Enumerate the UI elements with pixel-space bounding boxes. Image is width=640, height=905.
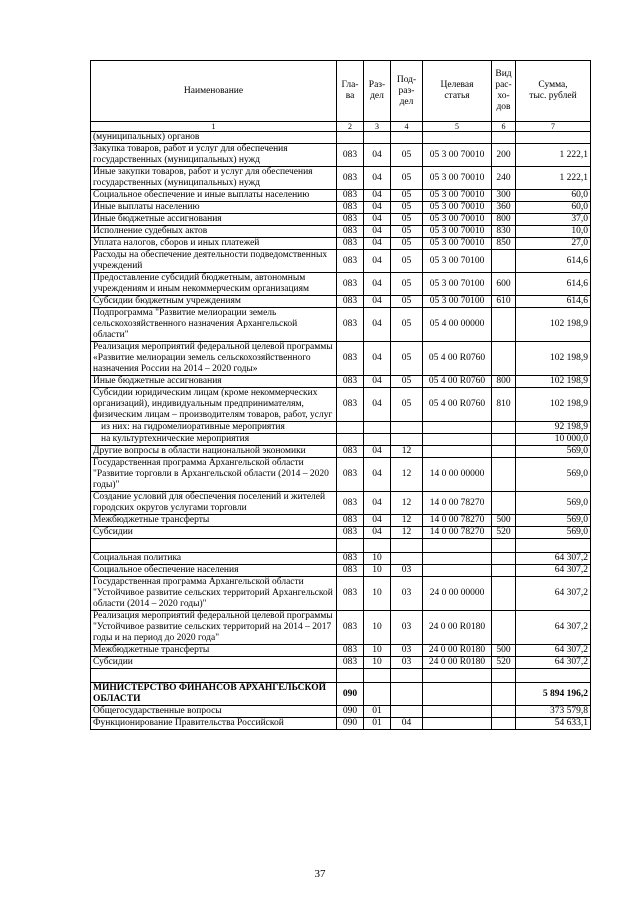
row-sum: 1 222,1: [516, 144, 591, 167]
row-sum: 614,6: [516, 273, 591, 296]
row-section: 04: [364, 202, 391, 214]
row-name: Межбюджетные трансферты: [91, 515, 337, 527]
row-section: [364, 132, 391, 144]
row-subsection: 05: [391, 342, 423, 376]
budget-table-page: [90, 60, 590, 730]
row-target: 05 3 00 70010: [423, 202, 492, 214]
row-subsection: [391, 553, 423, 565]
table-row: [91, 553, 591, 565]
row-chapter: 083: [337, 515, 364, 527]
row-chapter: [337, 422, 364, 434]
row-subsection: 05: [391, 202, 423, 214]
table-row: [91, 577, 591, 611]
row-type: [492, 250, 516, 273]
row-target: [423, 434, 492, 446]
row-type: [492, 611, 516, 645]
row-subsection: [391, 706, 423, 718]
row-name: Исполнение судебных актов: [91, 226, 337, 238]
row-name: МИНИСТЕРСТВО ФИНАНСОВ АРХАНГЕЛЬСКОЙ ОБЛАСТИ: [91, 683, 337, 706]
table-row: [91, 492, 591, 515]
row-sum: 102 198,9: [516, 308, 591, 342]
row-section: 04: [364, 376, 391, 388]
row-name: Субсидии бюджетным учреждениям: [91, 296, 337, 308]
row-chapter: 083: [337, 657, 364, 669]
row-subsection: [391, 132, 423, 144]
row-target: [423, 669, 492, 683]
row-name: Иные выплаты населению: [91, 202, 337, 214]
row-type: 520: [492, 527, 516, 539]
row-type: 500: [492, 645, 516, 657]
header-name: Наименование: [91, 61, 337, 122]
row-type: 520: [492, 657, 516, 669]
header-subsection: Под- раз- дел: [391, 61, 423, 122]
header-section: Раз- дел: [364, 61, 391, 122]
table-row: [91, 190, 591, 202]
row-name: Реализация мероприятий федеральной целевой программы "Устойчивое развитие сельских территорий на 2014 – 2017 годы и на период до 2020 года": [91, 611, 337, 645]
row-section: 04: [364, 273, 391, 296]
row-section: 04: [364, 214, 391, 226]
table-row: [91, 515, 591, 527]
row-subsection: [391, 683, 423, 706]
row-name: Реализация мероприятий федеральной целевой программы «Развитие мелиорации земель сельскохозяйственного назначения России на 2014 – 2020 годы»: [91, 342, 337, 376]
col-num: 7: [516, 122, 591, 132]
row-type: [492, 492, 516, 515]
row-subsection: 05: [391, 273, 423, 296]
row-sum: 64 307,2: [516, 645, 591, 657]
row-section: 10: [364, 657, 391, 669]
row-subsection: [391, 539, 423, 553]
table-row: [91, 434, 591, 446]
row-chapter: 083: [337, 238, 364, 250]
table-row: [91, 645, 591, 657]
row-subsection: 03: [391, 565, 423, 577]
row-sum: 54 633,1: [516, 718, 591, 730]
row-chapter: 083: [337, 645, 364, 657]
row-sum: 5 894 196,2: [516, 683, 591, 706]
row-name: Социальное обеспечение населения: [91, 565, 337, 577]
row-chapter: 090: [337, 683, 364, 706]
row-sum: 102 198,9: [516, 342, 591, 376]
row-target: [423, 132, 492, 144]
row-chapter: [337, 132, 364, 144]
row-name: Межбюджетные трансферты: [91, 645, 337, 657]
row-target: 05 3 00 70010: [423, 144, 492, 167]
row-target: 05 3 00 70010: [423, 238, 492, 250]
row-type: 810: [492, 388, 516, 422]
table-row: [91, 422, 591, 434]
col-num: 6: [492, 122, 516, 132]
row-subsection: 12: [391, 527, 423, 539]
row-section: 04: [364, 388, 391, 422]
row-chapter: [337, 539, 364, 553]
row-sum: 64 307,2: [516, 577, 591, 611]
col-num: 5: [423, 122, 492, 132]
row-section: 10: [364, 577, 391, 611]
row-type: 200: [492, 144, 516, 167]
col-num: 1: [91, 122, 337, 132]
row-chapter: 083: [337, 226, 364, 238]
row-subsection: 12: [391, 458, 423, 492]
row-subsection: 05: [391, 388, 423, 422]
row-sum: 37,0: [516, 214, 591, 226]
row-name: Иные бюджетные ассигнования: [91, 214, 337, 226]
row-sum: 569,0: [516, 458, 591, 492]
header-chapter: Гла- ва: [337, 61, 364, 122]
row-chapter: 090: [337, 718, 364, 730]
row-subsection: 03: [391, 611, 423, 645]
row-section: [364, 422, 391, 434]
row-sum: 10 000,0: [516, 434, 591, 446]
row-sum: 60,0: [516, 202, 591, 214]
header-type: Вид рас- хо- дов: [492, 61, 516, 122]
row-section: 04: [364, 296, 391, 308]
row-subsection: 03: [391, 645, 423, 657]
row-sum: 569,0: [516, 492, 591, 515]
row-target: 14 0 00 78270: [423, 492, 492, 515]
row-sum: 64 307,2: [516, 565, 591, 577]
row-chapter: 083: [337, 492, 364, 515]
row-chapter: 083: [337, 214, 364, 226]
row-type: [492, 342, 516, 376]
row-name: Закупка товаров, работ и услуг для обеспечения государственных (муниципальных) нужд: [91, 144, 337, 167]
row-type: [492, 132, 516, 144]
row-subsection: 05: [391, 226, 423, 238]
row-chapter: 083: [337, 202, 364, 214]
row-subsection: 03: [391, 577, 423, 611]
table-row: [91, 167, 591, 190]
row-type: 800: [492, 214, 516, 226]
row-type: 850: [492, 238, 516, 250]
row-type: 610: [492, 296, 516, 308]
row-chapter: 083: [337, 144, 364, 167]
row-name: [91, 539, 337, 553]
row-subsection: 12: [391, 515, 423, 527]
row-section: [364, 434, 391, 446]
row-chapter: 083: [337, 527, 364, 539]
row-sum: 60,0: [516, 190, 591, 202]
row-sum: 102 198,9: [516, 388, 591, 422]
row-target: 24 0 00 R0180: [423, 611, 492, 645]
row-type: [492, 577, 516, 611]
row-chapter: 090: [337, 706, 364, 718]
row-target: 05 4 00 00000: [423, 308, 492, 342]
table-row: [91, 706, 591, 718]
row-type: [492, 458, 516, 492]
table-row: [91, 376, 591, 388]
row-section: 04: [364, 527, 391, 539]
row-chapter: 083: [337, 273, 364, 296]
table-row: [91, 669, 591, 683]
row-section: 04: [364, 458, 391, 492]
row-subsection: 05: [391, 190, 423, 202]
row-target: 14 0 00 00000: [423, 458, 492, 492]
row-sum: 1 222,1: [516, 167, 591, 190]
table-row: [91, 238, 591, 250]
table-row: [91, 527, 591, 539]
row-type: 830: [492, 226, 516, 238]
page-number: 37: [314, 868, 326, 880]
row-type: [492, 718, 516, 730]
row-subsection: 05: [391, 308, 423, 342]
table-row: [91, 565, 591, 577]
row-type: 600: [492, 273, 516, 296]
row-name: Субсидии: [91, 657, 337, 669]
row-type: [492, 553, 516, 565]
row-target: 24 0 00 R0180: [423, 657, 492, 669]
row-section: 04: [364, 144, 391, 167]
row-subsection: 05: [391, 296, 423, 308]
row-section: 04: [364, 342, 391, 376]
row-chapter: 083: [337, 565, 364, 577]
table-row: [91, 683, 591, 706]
row-type: [492, 683, 516, 706]
row-type: [492, 434, 516, 446]
row-target: 05 3 00 70010: [423, 214, 492, 226]
row-subsection: [391, 422, 423, 434]
row-name: (муниципальных) органов: [91, 132, 337, 144]
row-section: [364, 669, 391, 683]
row-chapter: 083: [337, 308, 364, 342]
col-num: 2: [337, 122, 364, 132]
header-sum: Сумма, тыс. рублей: [516, 61, 591, 122]
row-sum: 569,0: [516, 515, 591, 527]
table-row: [91, 214, 591, 226]
row-section: 01: [364, 718, 391, 730]
row-target: 05 4 00 R0760: [423, 342, 492, 376]
row-type: [492, 422, 516, 434]
row-sum: [516, 669, 591, 683]
row-target: [423, 446, 492, 458]
row-subsection: 05: [391, 238, 423, 250]
row-section: 04: [364, 250, 391, 273]
table-row: [91, 458, 591, 492]
row-target: 05 3 00 70100: [423, 273, 492, 296]
row-name: Функционирование Правительства Российской: [91, 718, 337, 730]
row-chapter: 083: [337, 167, 364, 190]
column-numbers-row: [91, 122, 591, 132]
row-name: Подпрограмма "Развитие мелиорации земель сельскохозяйственного назначения Архангельской области": [91, 308, 337, 342]
col-num: 3: [364, 122, 391, 132]
table-row: [91, 446, 591, 458]
row-target: 24 0 00 R0180: [423, 645, 492, 657]
row-section: [364, 683, 391, 706]
row-subsection: 05: [391, 250, 423, 273]
row-subsection: [391, 669, 423, 683]
row-type: 360: [492, 202, 516, 214]
row-chapter: [337, 434, 364, 446]
row-chapter: 083: [337, 458, 364, 492]
row-chapter: 083: [337, 553, 364, 565]
row-chapter: 083: [337, 611, 364, 645]
row-section: 10: [364, 611, 391, 645]
row-target: [423, 422, 492, 434]
row-name: Другие вопросы в области национальной экономики: [91, 446, 337, 458]
row-chapter: [337, 669, 364, 683]
col-num: 4: [391, 122, 423, 132]
row-type: [492, 446, 516, 458]
table-row: [91, 250, 591, 273]
table-row: [91, 296, 591, 308]
row-section: 04: [364, 446, 391, 458]
row-sum: 10,0: [516, 226, 591, 238]
row-target: [423, 553, 492, 565]
row-name: из них: на гидромелиоративные мероприятия: [91, 422, 337, 434]
row-sum: 614,6: [516, 296, 591, 308]
row-sum: 64 307,2: [516, 553, 591, 565]
row-sum: 92 198,9: [516, 422, 591, 434]
row-name: Общегосударственные вопросы: [91, 706, 337, 718]
row-name: Социальное обеспечение и иные выплаты населению: [91, 190, 337, 202]
row-target: 05 3 00 70100: [423, 250, 492, 273]
row-type: [492, 539, 516, 553]
row-subsection: 05: [391, 214, 423, 226]
row-section: 01: [364, 706, 391, 718]
row-chapter: 083: [337, 376, 364, 388]
row-chapter: 083: [337, 342, 364, 376]
header-row: [91, 61, 591, 122]
row-sum: [516, 132, 591, 144]
row-section: 10: [364, 553, 391, 565]
row-type: 300: [492, 190, 516, 202]
row-section: 04: [364, 226, 391, 238]
table-row: [91, 273, 591, 296]
row-name: Иные бюджетные ассигнования: [91, 376, 337, 388]
row-subsection: 05: [391, 144, 423, 167]
row-section: 10: [364, 565, 391, 577]
row-name: Государственная программа Архангельской области "Развитие торговли в Архангельской области (2014 – 2020 годы)": [91, 458, 337, 492]
table-row: [91, 132, 591, 144]
table-row: [91, 226, 591, 238]
row-target: 05 3 00 70010: [423, 167, 492, 190]
row-subsection: 12: [391, 492, 423, 515]
row-subsection: 04: [391, 718, 423, 730]
table-row: [91, 539, 591, 553]
row-name: Создание условий для обеспечения поселений и жителей городских округов услугами торговли: [91, 492, 337, 515]
row-sum: 569,0: [516, 527, 591, 539]
table-row: [91, 388, 591, 422]
row-target: 14 0 00 78270: [423, 515, 492, 527]
row-section: 04: [364, 167, 391, 190]
row-name: Субсидии юридическим лицам (кроме некоммерческих организаций), индивидуальным предпринимателям, физическим лицам – производителям товаров, работ, услуг: [91, 388, 337, 422]
row-subsection: [391, 434, 423, 446]
table-row: [91, 144, 591, 167]
row-sum: [516, 539, 591, 553]
row-target: 14 0 00 78270: [423, 527, 492, 539]
budget-table: [90, 60, 591, 730]
row-type: 500: [492, 515, 516, 527]
row-name: Предоставление субсидий бюджетным, автономным учреждениям и иным некоммерческим организациям: [91, 273, 337, 296]
row-subsection: 05: [391, 167, 423, 190]
header-target: Целевая статья: [423, 61, 492, 122]
row-sum: 373 579,8: [516, 706, 591, 718]
row-chapter: 083: [337, 577, 364, 611]
row-chapter: 083: [337, 296, 364, 308]
table-row: [91, 202, 591, 214]
row-type: [492, 706, 516, 718]
row-sum: 27,0: [516, 238, 591, 250]
row-subsection: 12: [391, 446, 423, 458]
row-target: [423, 539, 492, 553]
row-target: 05 3 00 70010: [423, 226, 492, 238]
row-target: [423, 706, 492, 718]
row-target: 05 3 00 70010: [423, 190, 492, 202]
row-chapter: 083: [337, 250, 364, 273]
row-target: 24 0 00 00000: [423, 577, 492, 611]
row-name: [91, 669, 337, 683]
row-sum: 64 307,2: [516, 657, 591, 669]
table-row: [91, 342, 591, 376]
row-target: [423, 565, 492, 577]
row-name: Социальная политика: [91, 553, 337, 565]
row-chapter: 083: [337, 388, 364, 422]
row-section: 04: [364, 492, 391, 515]
row-type: [492, 308, 516, 342]
row-name: Расходы на обеспечение деятельности подведомственных учреждений: [91, 250, 337, 273]
row-type: 240: [492, 167, 516, 190]
row-sum: 614,6: [516, 250, 591, 273]
row-section: 04: [364, 190, 391, 202]
row-name: Уплата налогов, сборов и иных платежей: [91, 238, 337, 250]
row-name: Субсидии: [91, 527, 337, 539]
table-row: [91, 718, 591, 730]
row-section: [364, 539, 391, 553]
table-row: [91, 308, 591, 342]
row-target: 05 4 00 R0760: [423, 376, 492, 388]
row-chapter: 083: [337, 190, 364, 202]
table-row: [91, 657, 591, 669]
row-type: [492, 565, 516, 577]
row-section: 10: [364, 645, 391, 657]
row-target: 05 3 00 70100: [423, 296, 492, 308]
row-target: 05 4 00 R0760: [423, 388, 492, 422]
table-row: [91, 611, 591, 645]
row-chapter: 083: [337, 446, 364, 458]
row-name: Иные закупки товаров, работ и услуг для обеспечения государственных (муниципальных) нужд: [91, 167, 337, 190]
row-target: [423, 718, 492, 730]
row-section: 04: [364, 308, 391, 342]
row-sum: 64 307,2: [516, 611, 591, 645]
row-section: 04: [364, 238, 391, 250]
row-subsection: 05: [391, 376, 423, 388]
row-type: [492, 669, 516, 683]
row-name: на культуртехнические мероприятия: [91, 434, 337, 446]
row-type: 800: [492, 376, 516, 388]
row-sum: 102 198,9: [516, 376, 591, 388]
row-subsection: 03: [391, 657, 423, 669]
row-section: 04: [364, 515, 391, 527]
row-target: [423, 683, 492, 706]
row-sum: 569,0: [516, 446, 591, 458]
row-name: Государственная программа Архангельской области "Устойчивое развитие сельских территорий Архангельской области (2014 – 2020 годы)": [91, 577, 337, 611]
